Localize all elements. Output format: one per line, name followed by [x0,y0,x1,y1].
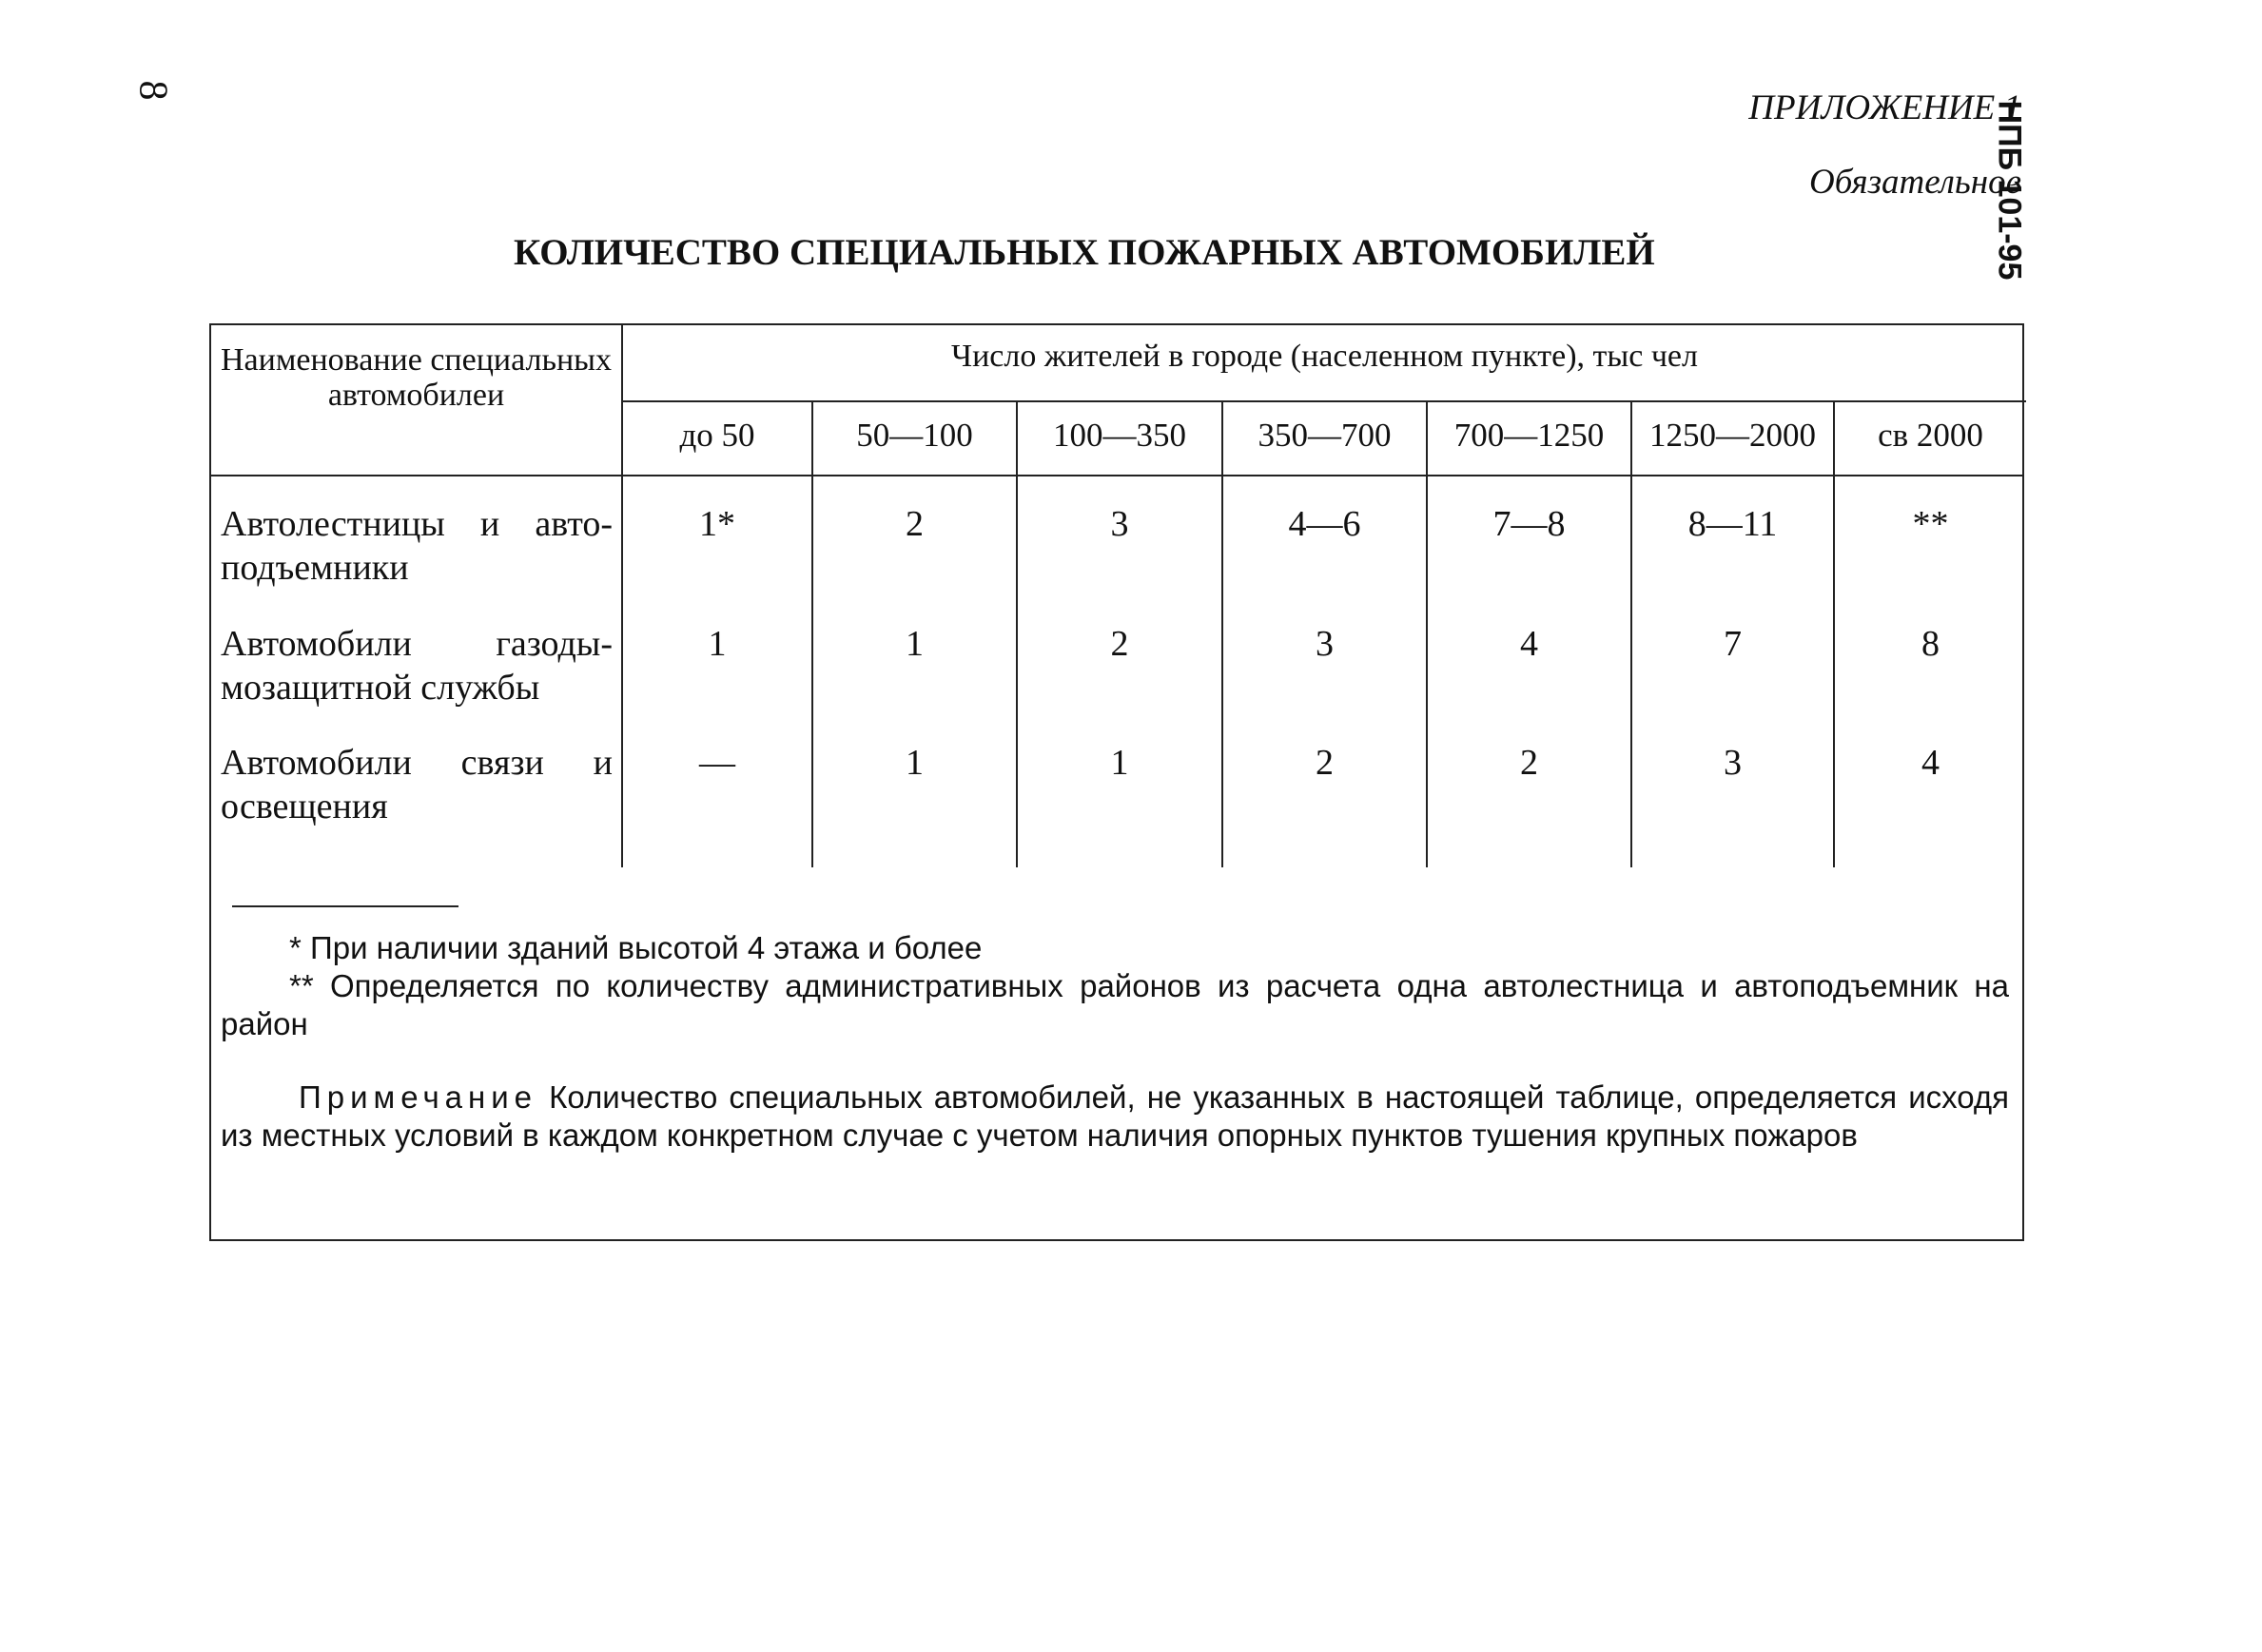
appendix-label: ПРИЛОЖЕНИЕ 1 [1748,88,2021,127]
table-cell: 3 [1110,504,1129,544]
table-row-name: Автомобили связи и освещения [221,743,613,826]
document-code: НПБ 101-95 [1991,100,2028,281]
table-cell: 1 [708,624,727,664]
column-header: 700—1250 [1453,417,1605,454]
column-header: 1250—2000 [1649,417,1816,454]
table-cell: 8—11 [1687,504,1778,544]
table-cell: 1* [699,504,735,544]
name-column-header: Наименование специальных автомобилеи [221,342,612,413]
table-cell: 2 [1110,624,1129,664]
table-cell: 7—8 [1492,504,1566,544]
footnote-two-star-text: ** Определяется по количеству административных районов из расчета одна автолестница и автоподъемник на район [221,968,2009,1041]
table-cell: ** [1912,504,1949,544]
table-cell: 3 [1316,624,1334,664]
column-header: 50—100 [856,417,973,454]
footnote-one-star-text: * При наличии зданий высотой 4 этажа и более [289,930,983,965]
page-title: КОЛИЧЕСТВО СПЕЦИАЛЬНЫХ ПОЖАРНЫХ АВТОМОБИЛЕЙ [514,232,1655,273]
mandatory-label: Обязательное [1808,163,2021,202]
table-cell: 1 [1110,743,1129,783]
table-note [221,1079,2009,1155]
table-row-name: Автолестницы и автоподъемники [221,504,613,588]
footnote-two-star [221,967,2009,1043]
table-cell: 3 [1724,743,1742,783]
table-cell: 1 [906,624,924,664]
header-divider [623,400,2026,402]
table-cell: 1 [906,743,924,783]
table-cell: 2 [906,504,924,544]
column-header: 350—700 [1258,417,1392,454]
table-cell: 4—6 [1288,504,1361,544]
column-divider [621,325,623,867]
table-cell: 4 [1921,743,1940,783]
note-label: Примечание [299,1079,538,1115]
column-header: св 2000 [1878,417,1983,454]
table-cell: — [699,743,735,783]
column-header: до 50 [679,417,755,454]
table-cell: 8 [1921,624,1940,664]
footnote-separator [232,905,458,907]
page-number: 8 [130,80,175,101]
table-row-name: Автомобили газодымозащитной службы [221,624,613,708]
population-group-header: Число жителей в городе (населенном пункте), тыс чел [950,339,1698,374]
header-bottom-rule [211,475,2024,476]
table-cell: 7 [1724,624,1742,664]
footnote-one-star [221,929,2009,967]
table-cell: 2 [1316,743,1334,783]
column-header: 100—350 [1053,417,1186,454]
table-frame [209,323,2024,1241]
table-cell: 4 [1520,624,1538,664]
table-cell: 2 [1520,743,1538,783]
note-text: Количество специальных автомобилей, не указанных в настоящей таблице, определяется исходя из местных условий в каждом конкретном случае с учетом наличия опорных пунктов тушения крупных пожаров [221,1079,2010,1153]
